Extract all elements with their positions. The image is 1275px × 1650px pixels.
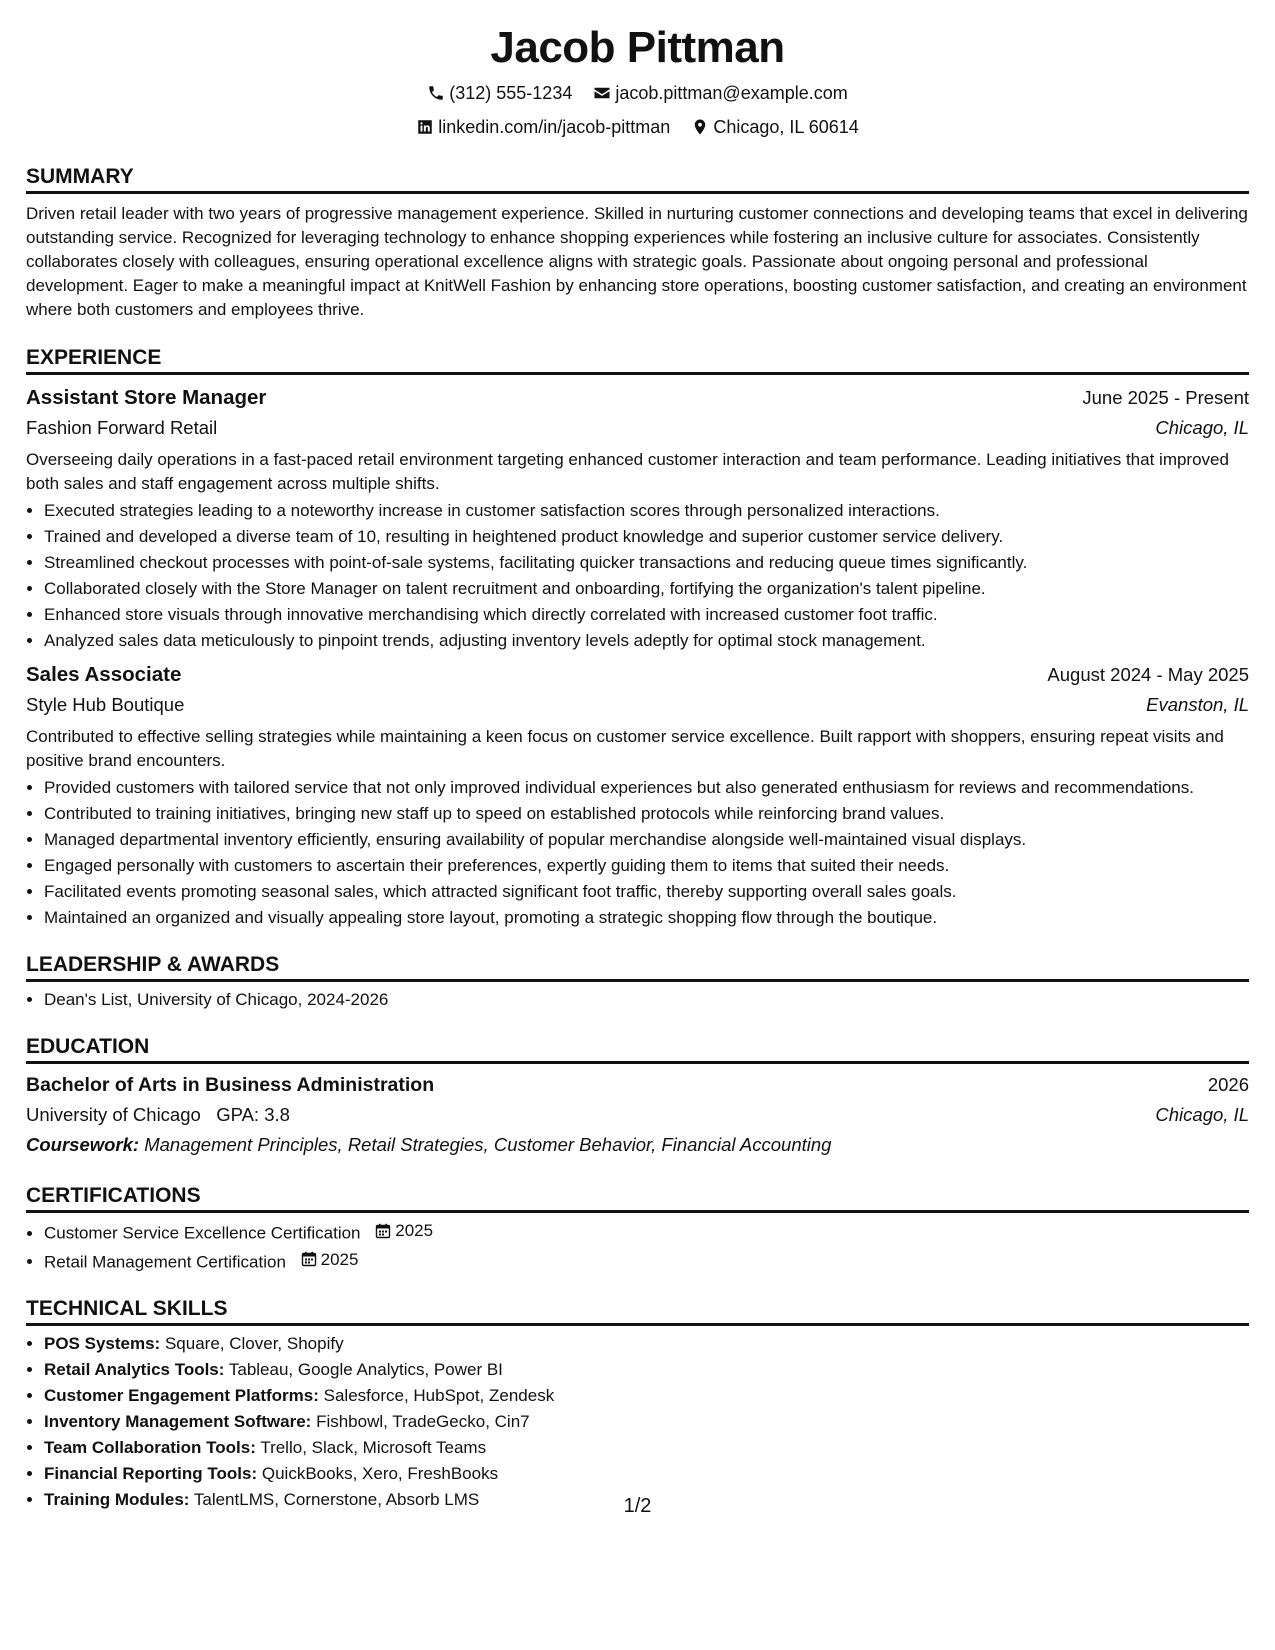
certifications-list	[26, 1219, 1249, 1273]
skills-title: TECHNICAL SKILLS	[26, 1296, 1249, 1326]
skill-values: TalentLMS, Cornerstone, Absorb LMS	[193, 1490, 480, 1509]
skill-values: Fishbowl, TradeGecko, Cin7	[316, 1412, 530, 1431]
certification-date	[375, 1219, 433, 1242]
experience-title: EXPERIENCE	[26, 345, 1249, 375]
education-section	[26, 1034, 1249, 1160]
contact-line-2	[26, 116, 1249, 141]
list-item	[44, 1436, 1249, 1459]
calendar-icon	[301, 1251, 317, 1267]
job-header	[26, 660, 1249, 690]
list-item: • Streamlined checkout processes with point-of-sale systems, facilitating quicker transactions and reducing queue times significantly.	[44, 551, 1249, 574]
job-role: Sales Associate	[26, 663, 182, 686]
list-item: • Analyzed sales data meticulously to pinpoint trends, adjusting inventory levels adeptly for optimal stock management.	[44, 629, 1249, 652]
linkedin-contact[interactable]	[416, 116, 670, 138]
certification-year: 2025	[320, 1249, 359, 1269]
phone-contact	[427, 82, 572, 104]
skill-category: Financial Reporting Tools:	[44, 1464, 258, 1483]
gpa: GPA: 3.8	[216, 1104, 290, 1125]
list-item: • Managed departmental inventory efficiently, ensuring availability of popular merchandise alongside well-maintained visual displays.	[44, 828, 1249, 851]
leadership-title: LEADERSHIP & AWARDS	[26, 952, 1249, 982]
job-company: Style Hub Boutique	[26, 694, 185, 715]
resume-page	[26, 22, 1249, 1511]
job-location: Evanston, IL	[1146, 694, 1249, 715]
summary-title: SUMMARY	[26, 164, 1249, 194]
skill-values: Trello, Slack, Microsoft Teams	[260, 1438, 487, 1457]
job-bullets	[26, 499, 1249, 652]
job-role: Assistant Store Manager	[26, 386, 267, 409]
job-location: Chicago, IL	[1155, 417, 1249, 438]
job-subheader	[26, 413, 1249, 443]
coursework-label: Coursework:	[26, 1134, 140, 1155]
list-item	[44, 1248, 1249, 1274]
certifications-title: CERTIFICATIONS	[26, 1183, 1249, 1213]
certification-name: Customer Service Excellence Certification	[44, 1223, 361, 1243]
list-item: • Contributed to training initiatives, bringing new staff up to speed on established protocols while reinforcing brand values.	[44, 802, 1249, 825]
graduation-year: 2026	[1207, 1074, 1249, 1095]
location-contact	[691, 116, 858, 138]
list-item: • Facilitated events promoting seasonal sales, which attracted significant foot traffic, thereby supporting overall sales goals.	[44, 880, 1249, 903]
skill-category: POS Systems:	[44, 1334, 161, 1353]
candidate-name: Jacob Pittman	[490, 23, 785, 72]
job-entry	[26, 660, 1249, 929]
list-item: • Enhanced store visuals through innovative merchandising which directly correlated with increased customer foot traffic.	[44, 603, 1249, 626]
coursework	[26, 1130, 1249, 1160]
map-pin-icon	[691, 118, 709, 136]
school-name: University of Chicago	[26, 1104, 201, 1125]
linkedin-url[interactable]: linkedin.com/in/jacob-pittman	[438, 117, 671, 137]
phone-icon	[427, 84, 445, 102]
job-dates: June 2025 - Present	[1082, 387, 1249, 408]
job-company: Fashion Forward Retail	[26, 417, 218, 438]
school-location: Chicago, IL	[1155, 1104, 1249, 1125]
list-item	[44, 1358, 1249, 1381]
certification-date	[301, 1248, 359, 1271]
email-address[interactable]: jacob.pittman@example.com	[615, 83, 848, 103]
certification-name: Retail Management Certification	[44, 1252, 286, 1271]
education-header	[26, 1070, 1249, 1100]
list-item: • Collaborated closely with the Store Manager on talent recruitment and onboarding, fortifying the organization's talent pipeline.	[44, 577, 1249, 600]
experience-section	[26, 345, 1249, 929]
coursework-list: Management Principles, Retail Strategies, Customer Behavior, Financial Accounting	[144, 1134, 832, 1155]
email-contact[interactable]	[593, 82, 847, 104]
leadership-section	[26, 952, 1249, 1011]
list-item: • Engaged personally with customers to ascertain their preferences, expertly guiding them to items that suited their needs.	[44, 854, 1249, 877]
job-description: Contributed to effective selling strategies while maintaining a keen focus on customer service excellence. Built rapport with shoppers, ensuring repeat visits and positive brand encounters.	[26, 727, 1224, 770]
skill-values: QuickBooks, Xero, FreshBooks	[261, 1464, 499, 1483]
job-header	[26, 383, 1249, 413]
page-number: 1/2	[623, 1495, 652, 1517]
list-item: • Executed strategies leading to a noteworthy increase in customer satisfaction scores through personalized interactions.	[44, 499, 1249, 522]
school-info	[26, 1100, 290, 1130]
list-item	[44, 1462, 1249, 1485]
job-bullets	[26, 776, 1249, 929]
list-item	[44, 1332, 1249, 1355]
envelope-icon	[593, 84, 611, 102]
job-subheader	[26, 690, 1249, 720]
summary-text: Driven retail leader with two years of progressive management experience. Skilled in nurturing customer connections and developing teams that excel in delivering outstanding service. Recognized for leveraging technology to enhance shopping experiences while fostering an inclusive culture for associates. Consistently collaborates closely with colleagues, ensuring operational excellence aligns with strategic goals. Passionate about ongoing personal and professional development. Eager to make a meaningful impact at KnitWell Fashion by enhancing store operations, boosting customer satisfaction, and creating an environment where both customers and employees thrive.	[26, 204, 1248, 319]
list-item	[44, 1384, 1249, 1407]
list-item: • Dean's List, University of Chicago, 2024-2026	[44, 988, 1249, 1011]
skill-category: Customer Engagement Platforms:	[44, 1386, 319, 1405]
education-title: EDUCATION	[26, 1034, 1249, 1064]
linkedin-icon	[416, 118, 434, 136]
skill-category: Team Collaboration Tools:	[44, 1438, 256, 1457]
skills-list	[26, 1332, 1249, 1511]
skill-category: Training Modules:	[44, 1490, 190, 1509]
certification-year: 2025	[395, 1221, 434, 1240]
job-entry	[26, 383, 1249, 652]
phone-number: (312) 555-1234	[449, 83, 573, 103]
skill-values: Square, Clover, Shopify	[164, 1334, 344, 1353]
job-dates: August 2024 - May 2025	[1047, 664, 1249, 685]
leadership-list	[26, 988, 1249, 1011]
list-item: • Maintained an organized and visually appealing store layout, promoting a strategic shopping flow through the boutique.	[44, 906, 1249, 929]
calendar-icon	[375, 1223, 391, 1239]
degree: Bachelor of Arts in Business Administration	[26, 1074, 435, 1096]
certifications-section	[26, 1183, 1249, 1273]
summary-section	[26, 164, 1249, 322]
skill-values: Salesforce, HubSpot, Zendesk	[323, 1386, 555, 1405]
contact-line-1	[26, 82, 1249, 107]
skill-values: Tableau, Google Analytics, Power BI	[228, 1360, 503, 1379]
list-item	[44, 1219, 1249, 1245]
skills-section	[26, 1296, 1249, 1511]
list-item: • Trained and developed a diverse team of 10, resulting in heightened product knowledge and superior customer service delivery.	[44, 525, 1249, 548]
list-item: • Provided customers with tailored service that not only improved individual experiences but also generated enthusiasm for reviews and recommendations.	[44, 776, 1249, 799]
list-item	[44, 1410, 1249, 1433]
location-text: Chicago, IL 60614	[713, 117, 859, 137]
education-subheader	[26, 1100, 1249, 1130]
skill-category: Retail Analytics Tools:	[44, 1360, 225, 1379]
job-description: Overseeing daily operations in a fast-paced retail environment targeting enhanced customer interaction and team performance. Leading initiatives that improved both sales and staff engagement across multiple shifts.	[26, 450, 1229, 493]
skill-category: Inventory Management Software:	[44, 1412, 312, 1431]
